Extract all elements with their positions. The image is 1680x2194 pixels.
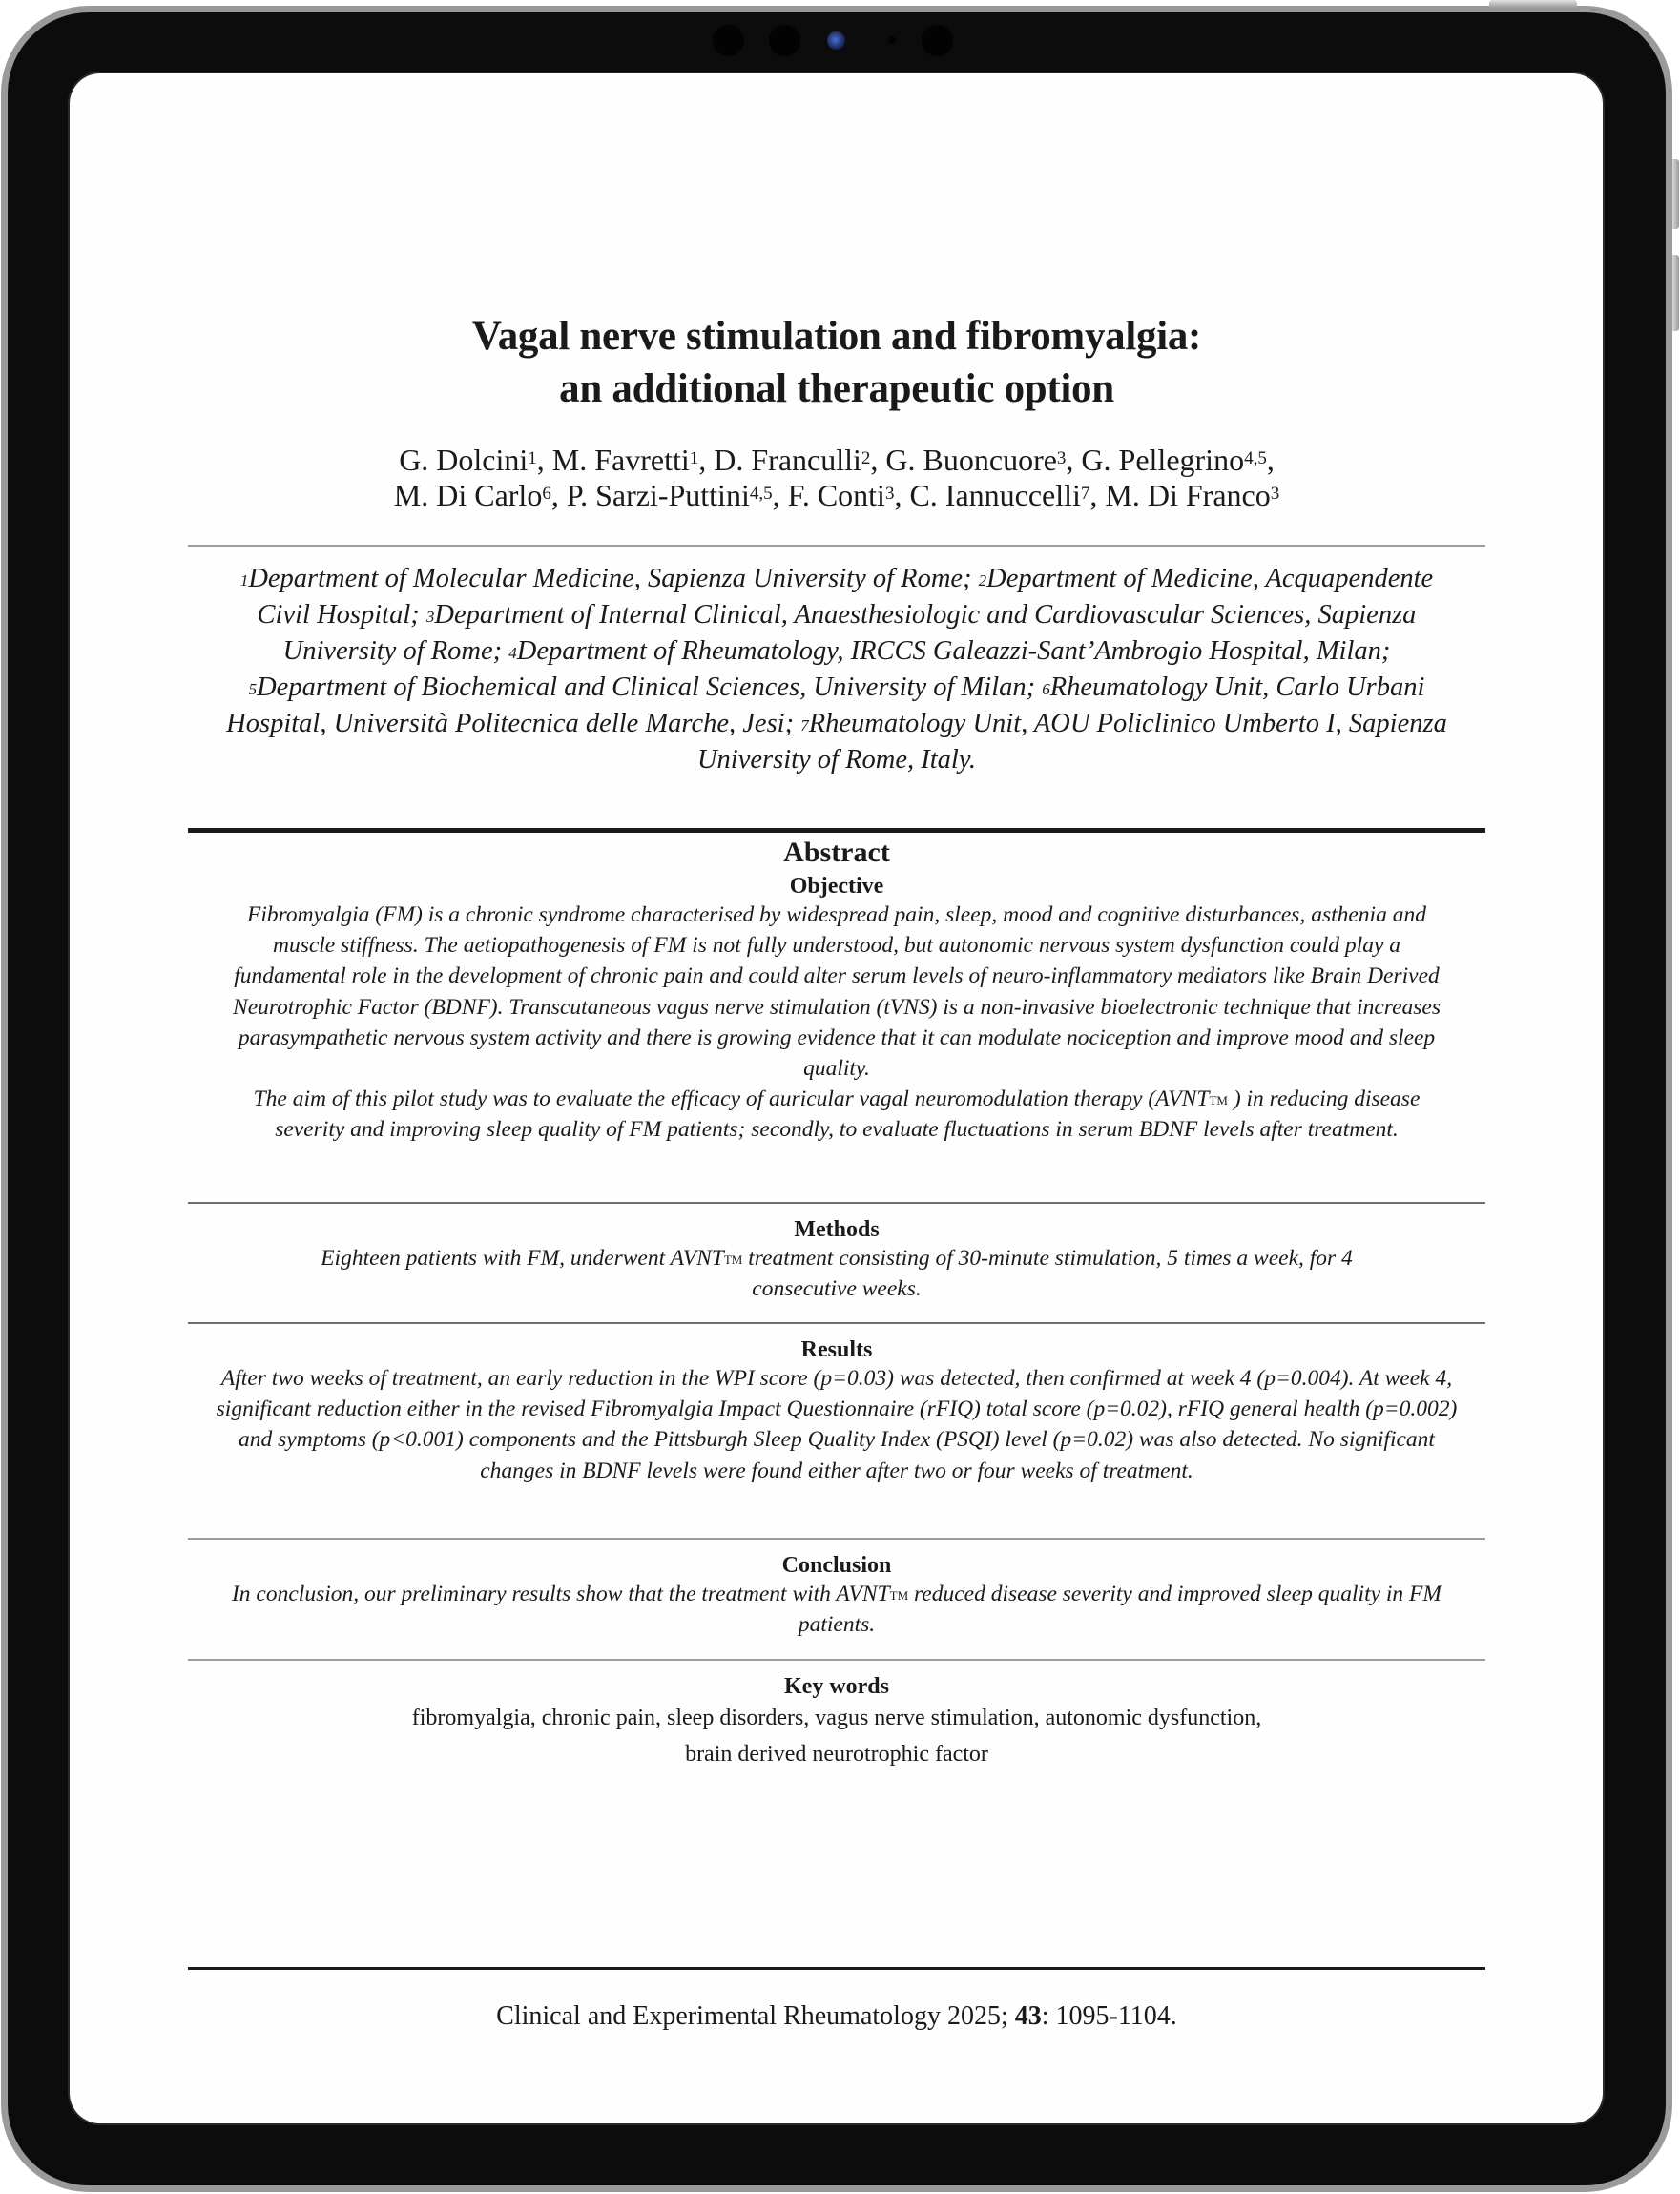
separator: ,: [894, 478, 910, 512]
author-name: D. Franculli: [714, 443, 861, 477]
affiliation-marker: 1: [689, 448, 699, 468]
microphone-icon: [888, 36, 896, 44]
author-name: M. Favretti: [551, 443, 690, 477]
results-heading: Results: [800, 1337, 873, 1362]
abstract-heading: Abstract: [783, 837, 890, 868]
affiliation-text: Department of Medicine, Acquapendente Civil Hospital;: [257, 564, 1434, 630]
affiliation-marker: 2: [861, 448, 871, 468]
text: treatment consisting of 30-minute stimulation, 5 times a week, for 4 consecutive weeks.: [742, 1246, 1353, 1302]
separator: ,: [870, 443, 886, 477]
text: In conclusion, our preliminary results show that the treatment with AVNT: [231, 1582, 890, 1606]
author-name: M. Di Franco: [1105, 478, 1271, 512]
camera-icon: [827, 31, 845, 50]
results-text: After two weeks of treatment, an early reduction in the WPI score (p=0.03) was detected, then confirmed at week 4 (p=0.004). At week 4, significant reduction either in the revised Fibromyalgia Impact Questionnaire (rFIQ) total score (p=0.02), rFIQ general health (p=0.002) and symptoms (p<0.001) components and the Pittsburgh Sleep Quality Index (PSQI) level (p=0.02) was also detected. No significant changes in BDNF levels were found either after two or four weeks of treatment.: [216, 1366, 1458, 1483]
affiliation-marker: 6: [542, 484, 551, 504]
paper-title: [188, 310, 1485, 415]
affiliations: [217, 561, 1457, 778]
objective-paragraph: Fibromyalgia (FM) is a chronic syndrome characterised by widespread pain, sleep, mood and cognitive disturbances, asthenia and muscle stiffness. The aetiopathogenesis of FM is not fully understood, but autonomic nervous system dysfunction could play a fundamental role in the development of chronic pain and could alter serum levels of neuro-inflammatory mediators like Brain Derived Neurotrophic Factor (BDNF). Transcutaneous vagus nerve stimulation (tVNS) is a non-invasive bioelectronic technique that increases parasympathetic nervous system activity and there is growing evidence that it can modulate nociception and improve mood and sleep quality.: [233, 902, 1441, 1082]
affiliation-marker: 4,5: [1244, 448, 1267, 468]
pages: : 1095-1104.: [1041, 2001, 1177, 2031]
author-list: [188, 443, 1485, 513]
divider: [188, 1538, 1485, 1540]
divider: [188, 1659, 1485, 1661]
affiliation-number: 4: [508, 644, 517, 662]
keywords-line: fibromyalgia, chronic pain, sleep disorders, vagus nerve stimulation, autonomic dysfunction,: [411, 1706, 1262, 1730]
separator: ,: [1089, 478, 1106, 512]
text: Eighteen patients with FM, underwent AVNT: [321, 1246, 724, 1271]
affiliation-number: 7: [800, 716, 809, 735]
affiliation-marker: 3: [1056, 448, 1067, 468]
trademark: TM: [723, 1252, 743, 1267]
screen: [70, 73, 1603, 2123]
affiliation-text: Rheumatology Unit, Carlo Urbani Hospital, Università Politecnica delle Marche, Jesi;: [226, 673, 1425, 738]
journal-name: Clinical and Experimental Rheumatology 2025;: [496, 2001, 1015, 2031]
keywords-line: brain derived neurotrophic factor: [685, 1742, 988, 1767]
methods-text: [207, 1243, 1466, 1304]
affiliation-marker: 7: [1080, 484, 1090, 504]
conclusion-text: [207, 1579, 1466, 1640]
author-line: [188, 478, 1485, 513]
author-name: G. Buoncuore: [885, 443, 1057, 477]
affiliation-text: Rheumatology Unit, AOU Policlinico Umberto I, Sapienza University of Rome, Italy.: [696, 709, 1447, 775]
affiliation-number: 2: [978, 571, 987, 590]
author-name: M. Di Carlo: [393, 478, 543, 512]
separator: ,: [772, 478, 788, 512]
affiliation-number: 1: [239, 571, 249, 590]
affiliation-marker: 1: [528, 448, 537, 468]
conclusion-heading: Conclusion: [781, 1553, 892, 1578]
affiliation-number: 3: [425, 608, 435, 626]
affiliation-marker: 3: [1270, 484, 1280, 504]
text: reduced disease severity and improved sleep quality in FM patients.: [798, 1582, 1441, 1638]
affiliation-marker: 3: [884, 484, 895, 504]
footer-divider: [188, 1967, 1485, 1970]
author-name: F. Conti: [787, 478, 885, 512]
affiliation-number: 5: [248, 680, 258, 698]
volume: 43: [1014, 2001, 1042, 2031]
power-button: [1489, 0, 1577, 8]
separator: ,: [1066, 443, 1082, 477]
separator: ,: [536, 443, 552, 477]
title-line: an additional therapeutic option: [559, 366, 1114, 411]
objective-text: [207, 900, 1466, 1146]
author-name: C. Iannuccelli: [909, 478, 1081, 512]
affiliation-text: Department of Rheumatology, IRCCS Galeazzi-Sant’Ambrogio Hospital, Milan;: [516, 636, 1391, 666]
divider-thick: [188, 828, 1485, 833]
affiliation-number: 6: [1042, 680, 1050, 698]
separator: ,: [550, 478, 567, 512]
text: The aim of this pilot study was to evaluate the efficacy of auricular vagal neuromodulation therapy (AVNT: [253, 1087, 1210, 1112]
affiliation-text: Department of Biochemical and Clinical Sciences, University of Milan;: [257, 673, 1043, 702]
sensor-icon: [769, 25, 800, 56]
author-name: G. Pellegrino: [1081, 443, 1245, 477]
volume-down-button: [1672, 255, 1679, 331]
divider: [188, 1322, 1485, 1324]
text: ) in reducing disease severity and improving sleep quality of FM patients; secondly, to evaluate fluctuations in serum BDNF levels after treatment.: [275, 1087, 1421, 1143]
separator: ,: [1266, 443, 1275, 477]
divider: [188, 1202, 1485, 1204]
author-name: G. Dolcini: [399, 443, 529, 477]
keywords: [188, 1700, 1485, 1772]
volume-up-button: [1672, 159, 1679, 229]
author-name: P. Sarzi-Puttini: [566, 478, 750, 512]
citation: [188, 2000, 1485, 2033]
author-line: [188, 443, 1485, 478]
affiliation-text: Department of Internal Clinical, Anaesthesiologic and Cardiovascular Sciences, Sapienza University of Rome;: [282, 600, 1417, 666]
keywords-heading: Key words: [784, 1674, 889, 1699]
methods-heading: Methods: [794, 1217, 880, 1242]
sensor-icon: [713, 25, 744, 56]
affiliation-marker: 4,5: [749, 484, 773, 504]
objective-heading: Objective: [789, 874, 884, 899]
sensor-icon: [922, 25, 953, 56]
separator: ,: [698, 443, 715, 477]
objective-paragraph: [207, 1084, 1466, 1145]
title-line: Vagal nerve stimulation and fibromyalgia:: [471, 314, 1202, 359]
trademark: TM: [889, 1588, 909, 1603]
divider: [188, 545, 1485, 547]
affiliation-text: Department of Molecular Medicine, Sapienza University of Rome;: [248, 564, 979, 593]
trademark: TM: [1209, 1093, 1228, 1108]
